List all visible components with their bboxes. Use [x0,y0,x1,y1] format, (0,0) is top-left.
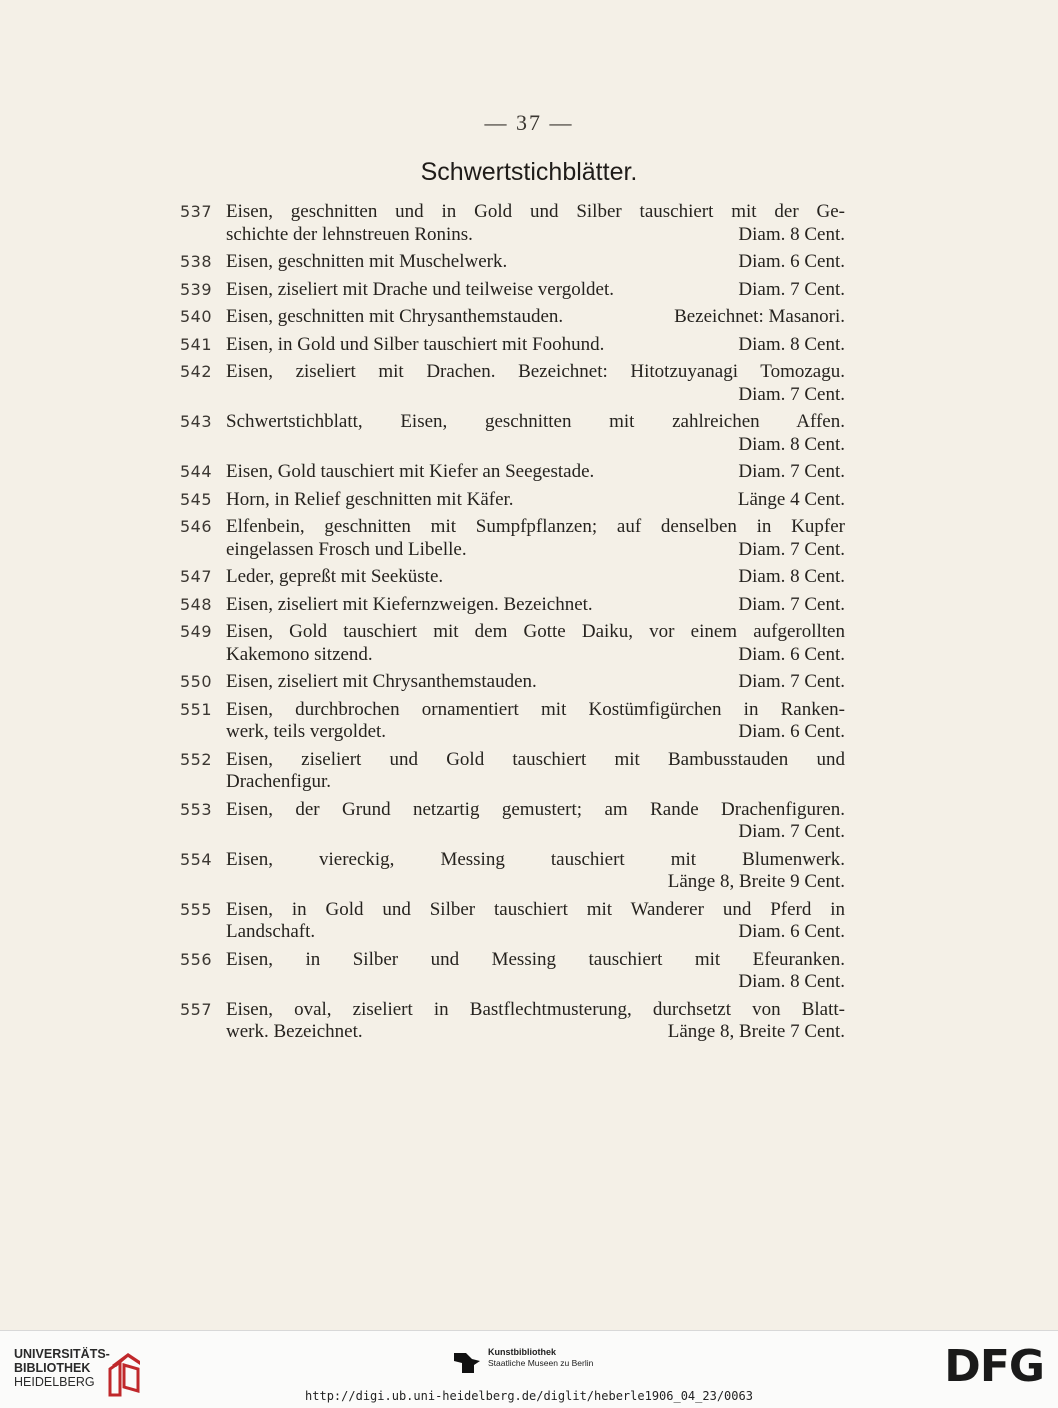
entry-final-line [226,279,845,302]
entry-measurement: Diam. 8 Cent. [738,333,845,355]
entry-final-line [226,539,845,562]
entry-description-line: werk. Bezeichnet. [226,1021,363,1042]
entry-number: 539 [180,279,213,299]
entry-measurement: Diam. 7 Cent. [738,278,845,300]
entry-description-line: Eisen, ziseliert mit Drachen. Bezeichnet: Hitotzuyanagi Tomozagu. [226,361,845,382]
entry-description-line: Drachenfigur. [226,771,331,792]
kunstbibliothek-logo[interactable] [452,1343,593,1373]
entry-measurement: Länge 8, Breite 7 Cent. [667,1021,845,1042]
catalog-entry [180,489,845,512]
entry-final-line [226,566,845,589]
entry-number: 555 [180,899,213,919]
entry-number: 538 [180,252,213,271]
entry-measurement: Diam. 7 Cent. [738,671,845,692]
catalog-entry [180,411,845,456]
entry-final-line [226,921,845,944]
entry-measurement: Diam. 6 Cent. [738,251,845,272]
entry-number: 541 [180,334,213,354]
catalog-entry [180,279,845,302]
entry-number: 540 [180,307,213,326]
entry-description-line: Landschaft. [226,921,316,942]
viewer-footer [0,1330,1058,1408]
entry-number: 553 [180,799,213,819]
entry-final-line [226,306,845,329]
catalog-entry [180,949,845,994]
entry-number: 537 [180,202,213,221]
catalog-entry [180,699,845,744]
entry-measurement: Diam. 7 Cent. [738,461,845,482]
entry-description-line: schichte der lehnstreuen Ronins. [226,223,473,245]
entry-measurement: Diam. 6 Cent. [738,643,845,665]
entry-number: 557 [180,999,213,1019]
entry-final-line [226,594,845,617]
entry-measurement: Diam. 7 Cent. [738,538,845,560]
entry-final-line [226,461,845,484]
entry-number: 554 [180,849,213,869]
entry-description-line: Eisen, oval, ziseliert in Bastflechtmusterung, durchsetzt von Blatt- [226,998,845,1020]
entry-description-line: Elfenbein, geschnitten mit Sumpfpflanzen; auf denselben in Kupfer [226,516,845,537]
entry-measurement: Diam. 8 Cent. [738,433,845,455]
catalog-entry [180,899,845,944]
catalog-entries [180,201,845,1049]
entry-final-line [226,489,845,512]
entry-measurement: Bezeichnet: Masanori. [674,306,845,327]
entry-description-line: Schwertstichblatt, Eisen, geschnitten mit zahlreichen Affen. [226,411,845,432]
kunstbibliothek-emblem-icon [452,1343,482,1373]
entry-description-line: werk, teils vergoldet. [226,721,387,742]
entry-description-line: Eisen, geschnitten mit Muschelwerk. [226,251,508,272]
entry-number: 542 [180,362,213,381]
entry-number: 550 [180,672,213,691]
catalog-entry [180,361,845,406]
catalog-entry [180,566,845,589]
catalog-entry [180,849,845,894]
catalog-entry [180,799,845,844]
catalog-entry [180,671,845,694]
entry-final-line [226,644,845,667]
entry-final-line [226,1021,845,1044]
entry-description-line: Eisen, durchbrochen ornamentiert mit Kostümfigürchen in Ranken- [226,698,845,720]
library-name-line3: HEIDELBERG [14,1375,95,1389]
entry-number: 546 [180,517,213,536]
entry-measurement: Diam. 8 Cent. [738,223,845,245]
entry-final-line [226,721,845,744]
entry-final-line [226,671,845,694]
entry-measurement: Diam. 7 Cent. [738,383,845,405]
library-name-line1: UNIVERSITÄTS- [14,1347,110,1361]
entry-description-line: Eisen, der Grund netzartig gemustert; am Rande Drachenfiguren. [226,798,845,820]
entry-measurement: Diam. 6 Cent. [738,921,845,942]
entry-description-line: Eisen, ziseliert mit Kiefernzweigen. Bezeichnet. [226,593,593,615]
entry-description-line: Eisen, ziseliert mit Chrysanthemstauden. [226,671,537,692]
entry-description-line: Eisen, viereckig, Messing tauschiert mit Blumenwerk. [226,848,845,870]
entry-description-line: Eisen, ziseliert und Gold tauschiert mit Bambusstauden und [226,748,845,770]
entry-final-line [226,771,845,794]
library-name-line2: BIBLIOTHEK [14,1361,91,1375]
catalog-entry [180,516,845,561]
entry-number: 548 [180,594,213,614]
entry-description-line: Eisen, ziseliert mit Drache und teilweise vergoldet. [226,278,614,300]
entry-description-line: Eisen, geschnitten mit Chrysanthemstauden. [226,306,564,327]
entry-number: 549 [180,622,213,641]
entry-description-line: eingelassen Frosch und Libelle. [226,538,467,560]
entry-number: 556 [180,949,213,969]
entry-measurement: Diam. 7 Cent. [738,593,845,615]
entry-measurement: Diam. 7 Cent. [738,821,845,842]
catalog-entry [180,749,845,794]
entry-number: 545 [180,489,213,509]
entry-number: 547 [180,567,213,586]
entry-measurement: Diam. 8 Cent. [738,971,845,992]
section-title: Schwertstichblätter. [420,158,638,186]
entry-measurement: Länge 4 Cent. [737,488,845,510]
entry-description-line: Kakemono sitzend. [226,643,373,665]
catalog-entry [180,594,845,617]
entry-description-line: Horn, in Relief geschnitten mit Käfer. [226,488,514,510]
catalog-entry [180,306,845,329]
kunstbibliothek-name: Kunstbibliothek [488,1347,556,1357]
entry-number: 544 [180,462,213,481]
catalog-entry [180,999,845,1044]
entry-measurement: Länge 8, Breite 9 Cent. [667,871,845,892]
entry-measurement: Diam. 6 Cent. [738,721,845,742]
catalog-entry [180,461,845,484]
catalog-entry [180,621,845,666]
kunstbibliothek-subtitle: Staatliche Museen zu Berlin [488,1358,594,1368]
entry-description-line: Eisen, Gold tauschiert mit Kiefer an Seegestade. [226,461,595,482]
catalog-entry [180,201,845,246]
entry-number: 552 [180,749,213,769]
entry-final-line [226,224,845,247]
permalink-url[interactable]: http://digi.ub.uni-heidelberg.de/diglit/heberle1906_04_23/0063 [305,1389,753,1403]
entry-description-line: Eisen, in Gold und Silber tauschiert mit Wanderer und Pferd in [226,898,845,920]
dfg-logo[interactable]: DFG [944,1341,1044,1392]
entry-description-line: Eisen, in Gold und Silber tauschiert mit Foohund. [226,333,605,355]
entry-description-line: Leder, gepreßt mit Seeküste. [226,566,444,587]
ub-heidelberg-logo[interactable] [14,1347,110,1389]
catalog-entry [180,251,845,274]
page-number: — 37 — [484,110,574,135]
entry-final-line [226,334,845,357]
entry-measurement: Diam. 8 Cent. [738,566,845,587]
entry-description-line: Eisen, in Silber und Messing tauschiert mit Efeuranken. [226,948,845,970]
entry-number: 551 [180,699,213,719]
entry-description-line: Eisen, Gold tauschiert mit dem Gotte Daiku, vor einem aufgerollten [226,621,845,642]
entry-final-line [226,251,845,274]
catalog-entry [180,334,845,357]
entry-description-line: Eisen, geschnitten und in Gold und Silber tauschiert mit der Ge- [226,201,845,222]
entry-number: 543 [180,412,213,431]
